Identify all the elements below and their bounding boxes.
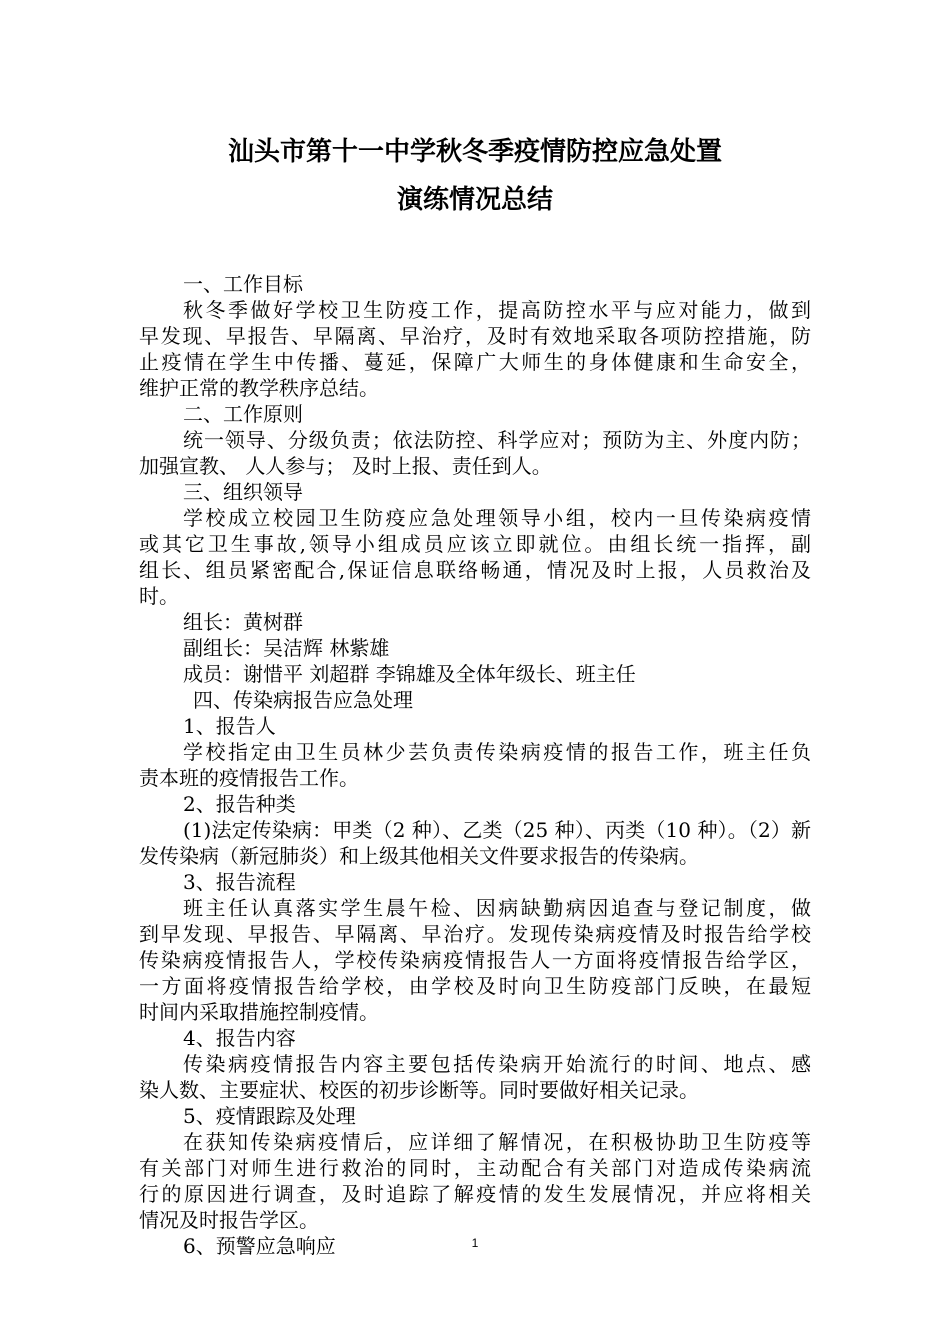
subsection-heading: 6、预警应急响应 [183,1234,336,1258]
team-members: 成员：谢惜平 刘超群 李锦雄及全体年级长、班主任 [183,662,636,686]
document-body [139,271,811,1259]
paragraph-line: 秋冬季做好学校卫生防疫工作，提高防控水平与应对能力，做到 [183,298,811,322]
paragraph-line: 传染病疫情报告内容主要包括传染病开始流行的时间、地点、感 [183,1052,811,1076]
paragraph-line: (1)法定传染病：甲类（2 种）、乙类（25 种）、丙类（10 种）。（2）新 [183,818,811,842]
subsection-heading: 1、报告人 [183,714,276,738]
paragraph-line: 或其它卫生事故,领导小组成员应该立即就位。由组长统一指挥，副 [139,532,811,556]
paragraph-line: 行的原因进行调查，及时追踪了解疫情的发生发展情况，并应将相关 [139,1182,811,1206]
paragraph-line: 时间内采取措施控制疫情。 [139,1000,379,1024]
team-leader: 组长：黄树群 [183,610,303,634]
page-number: 1 [471,1236,479,1250]
paragraph-line: 传染病疫情报告人，学校传染病疫情报告人一方面将疫情报告给学区， [139,948,811,972]
paragraph-line: 学校指定由卫生员林少芸负责传染病疫情的报告工作，班主任负 [183,740,811,764]
section-heading: 二、工作原则 [183,402,303,426]
paragraph-line: 加强宣教、 人人参与； 及时上报、责任到人。 [139,454,552,478]
subsection-heading: 5、疫情跟踪及处理 [183,1104,356,1128]
paragraph-line: 在获知传染病疫情后，应详细了解情况，在积极协助卫生防疫等 [183,1130,811,1154]
paragraph-line: 早发现、早报告、早隔离、早治疗，及时有效地采取各项防控措施，防 [139,324,811,348]
paragraph-line: 情况及时报告学区。 [139,1208,319,1232]
paragraph-line: 统一领导、分级负责；依法防控、科学应对；预防为主、外度内防； [183,428,811,452]
paragraph-line: 有关部门对师生进行救治的同时，主动配合有关部门对造成传染病流 [139,1156,811,1180]
paragraph-line: 止疫情在学生中传播、蔓延，保障广大师生的身体健康和生命安全， [139,350,811,374]
paragraph-line: 责本班的疫情报告工作。 [139,766,359,790]
section-heading: 一、工作目标 [183,272,303,296]
paragraph-line: 维护正常的教学秩序总结。 [139,376,379,400]
paragraph-line: 到早发现、早报告、早隔离、早治疗。发现传染病疫情及时报告给学校 [139,922,811,946]
paragraph-line: 发传染病（新冠肺炎）和上级其他相关文件要求报告的传染病。 [139,844,699,868]
paragraph-line: 时。 [139,584,179,608]
subsection-heading: 4、报告内容 [183,1026,296,1050]
document-title-line-2: 演练情况总结 [396,185,553,215]
paragraph-line: 染人数、主要症状、校医的初步诊断等。同时要做好相关记录。 [139,1078,699,1102]
paragraph-line: 一方面将疫情报告给学校，由学校及时向卫生防疫部门反映，在最短 [139,974,811,998]
paragraph-line: 组长、组员紧密配合,保证信息联络畅通，情况及时上报，人员救治及 [139,558,811,582]
document-title-line-1: 汕头市第十一中学秋冬季疫情防控应急处置 [227,137,722,167]
team-deputy-leaders: 副组长：吴洁辉 林紫雄 [183,636,390,660]
section-heading: 四、传染病报告应急处理 [193,688,413,712]
subsection-heading: 3、报告流程 [183,870,296,894]
subsection-heading: 2、报告种类 [183,792,296,816]
section-heading: 三、组织领导 [183,480,303,504]
paragraph-line: 学校成立校园卫生防疫应急处理领导小组，校内一旦传染病疫情 [183,506,811,530]
paragraph-line: 班主任认真落实学生晨午检、因病缺勤病因追查与登记制度，做 [183,896,811,920]
